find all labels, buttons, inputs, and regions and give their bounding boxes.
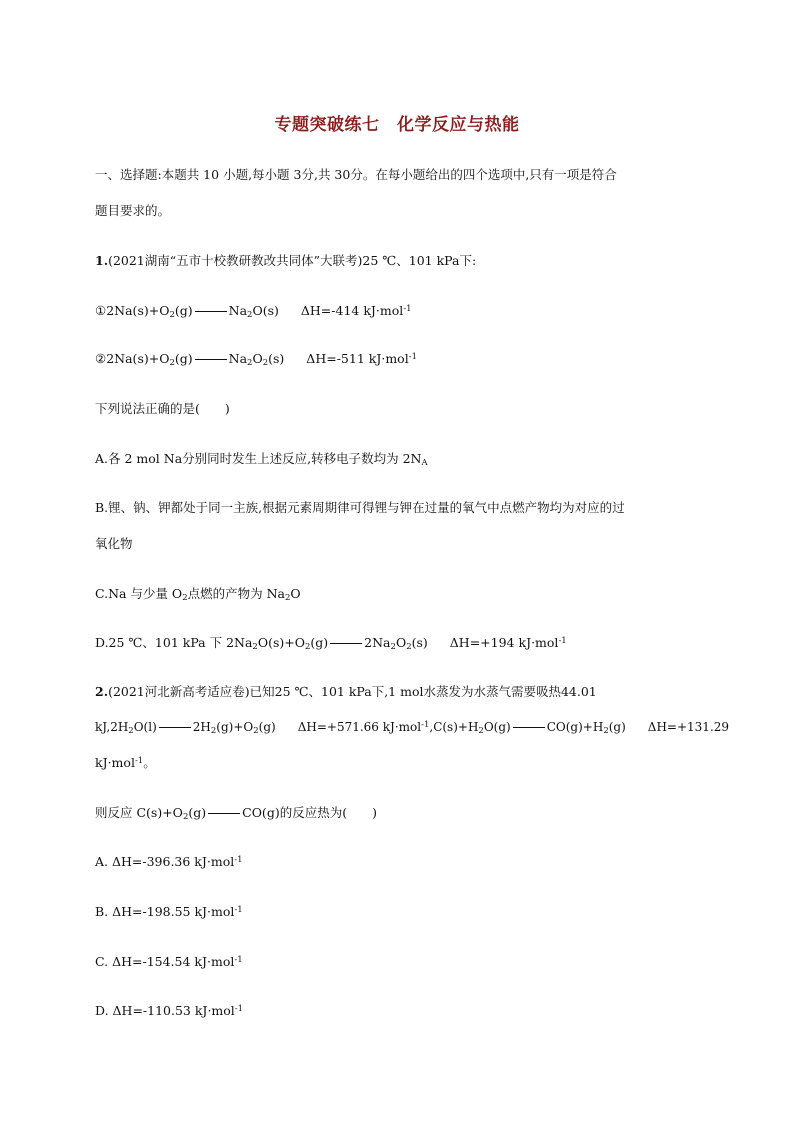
q1-reaction-2: $②2Na(s)+O_2(g)$ $Na_2O_2(s)$ ΔH=-511 kJ·mol$^{-1}$ [95, 351, 417, 368]
q1-stem-line [95, 252, 476, 270]
q2-option-d: D. ΔH=-110.53 kJ·mol$^{-1}$ [95, 1003, 244, 1018]
reaction-arrow [195, 311, 227, 312]
section-heading-cont: 题目要求的。 [95, 203, 171, 218]
section-heading: 一、选择题:本题共 10 小题,每小题 3分,共 30分。在每小题给出的四个选项中,只有一项是符合 [95, 167, 617, 182]
q1-option-c: C.Na 与少量 $O_2$点燃的产物为 $Na_2O$ [95, 586, 301, 603]
q1-option-d: D.25 ℃、101 kPa 下 $2Na_2O(s)+O_2(g)$ $2Na_2O_2(s)$ ΔH=+194 kJ·mol$^{-1}$ [95, 635, 567, 652]
q2-option-b: B. ΔH=-198.55 kJ·mol$^{-1}$ [95, 904, 243, 919]
q1-question: 下列说法正确的是( ) [95, 401, 230, 416]
q2-question: 则反应 $C(s)+O_2(g)$ CO(g)的反应热为( ) [95, 805, 377, 822]
q2-stem-line-2: $kJ,2H_2O(l)$ $2H_2(g)+O_2(g)$ ΔH=+571.66 $kJ\cdot mol^{-1},C(s)+H_2O(g)$ $CO(g)+H_2(g)$ ΔH=+131.29 [95, 720, 730, 736]
q1-option-b-cont: 氧化物 [95, 536, 133, 551]
q2-stem: (2021河北新高考适应卷)已知25 ℃、101 kPa下,1 mol水蒸发为水蒸气需要吸热44.01 [108, 684, 597, 699]
q2-stem-line-3: kJ·mol$^{-1}$。 [95, 755, 156, 770]
reaction-arrow [513, 727, 545, 728]
page-title: 专题突破练七 化学反应与热能 [274, 115, 520, 135]
reaction-arrow [208, 813, 240, 814]
reaction-arrow [195, 359, 227, 360]
q1-number: 1. [95, 253, 109, 268]
q2-option-a: A. ΔH=-396.36 kJ·mol$^{-1}$ [95, 854, 243, 869]
q1-option-a: A.各 2 mol Na分别同时发生上述反应,转移电子数均为 $2N_A$ [95, 451, 428, 468]
q2-stem-line [95, 683, 597, 701]
reaction-arrow [330, 643, 362, 644]
q1-stem: (2021湖南“五市十校教研教改共同体”大联考)25 ℃、101 kPa下: [108, 253, 477, 268]
reaction-arrow [159, 727, 191, 728]
q1-option-b: B.锂、钠、钾都处于同一主族,根据元素周期律可得锂与钾在过量的氧气中点燃产物均为对应的过 [95, 500, 625, 515]
q1-reaction-1: $①2Na(s)+O_2(g)$ $Na_2O(s)$ ΔH=-414 kJ·mol$^{-1}$ [95, 303, 412, 320]
q2-number: 2. [95, 684, 109, 699]
q2-option-c: C. ΔH=-154.54 kJ·mol$^{-1}$ [95, 954, 243, 969]
